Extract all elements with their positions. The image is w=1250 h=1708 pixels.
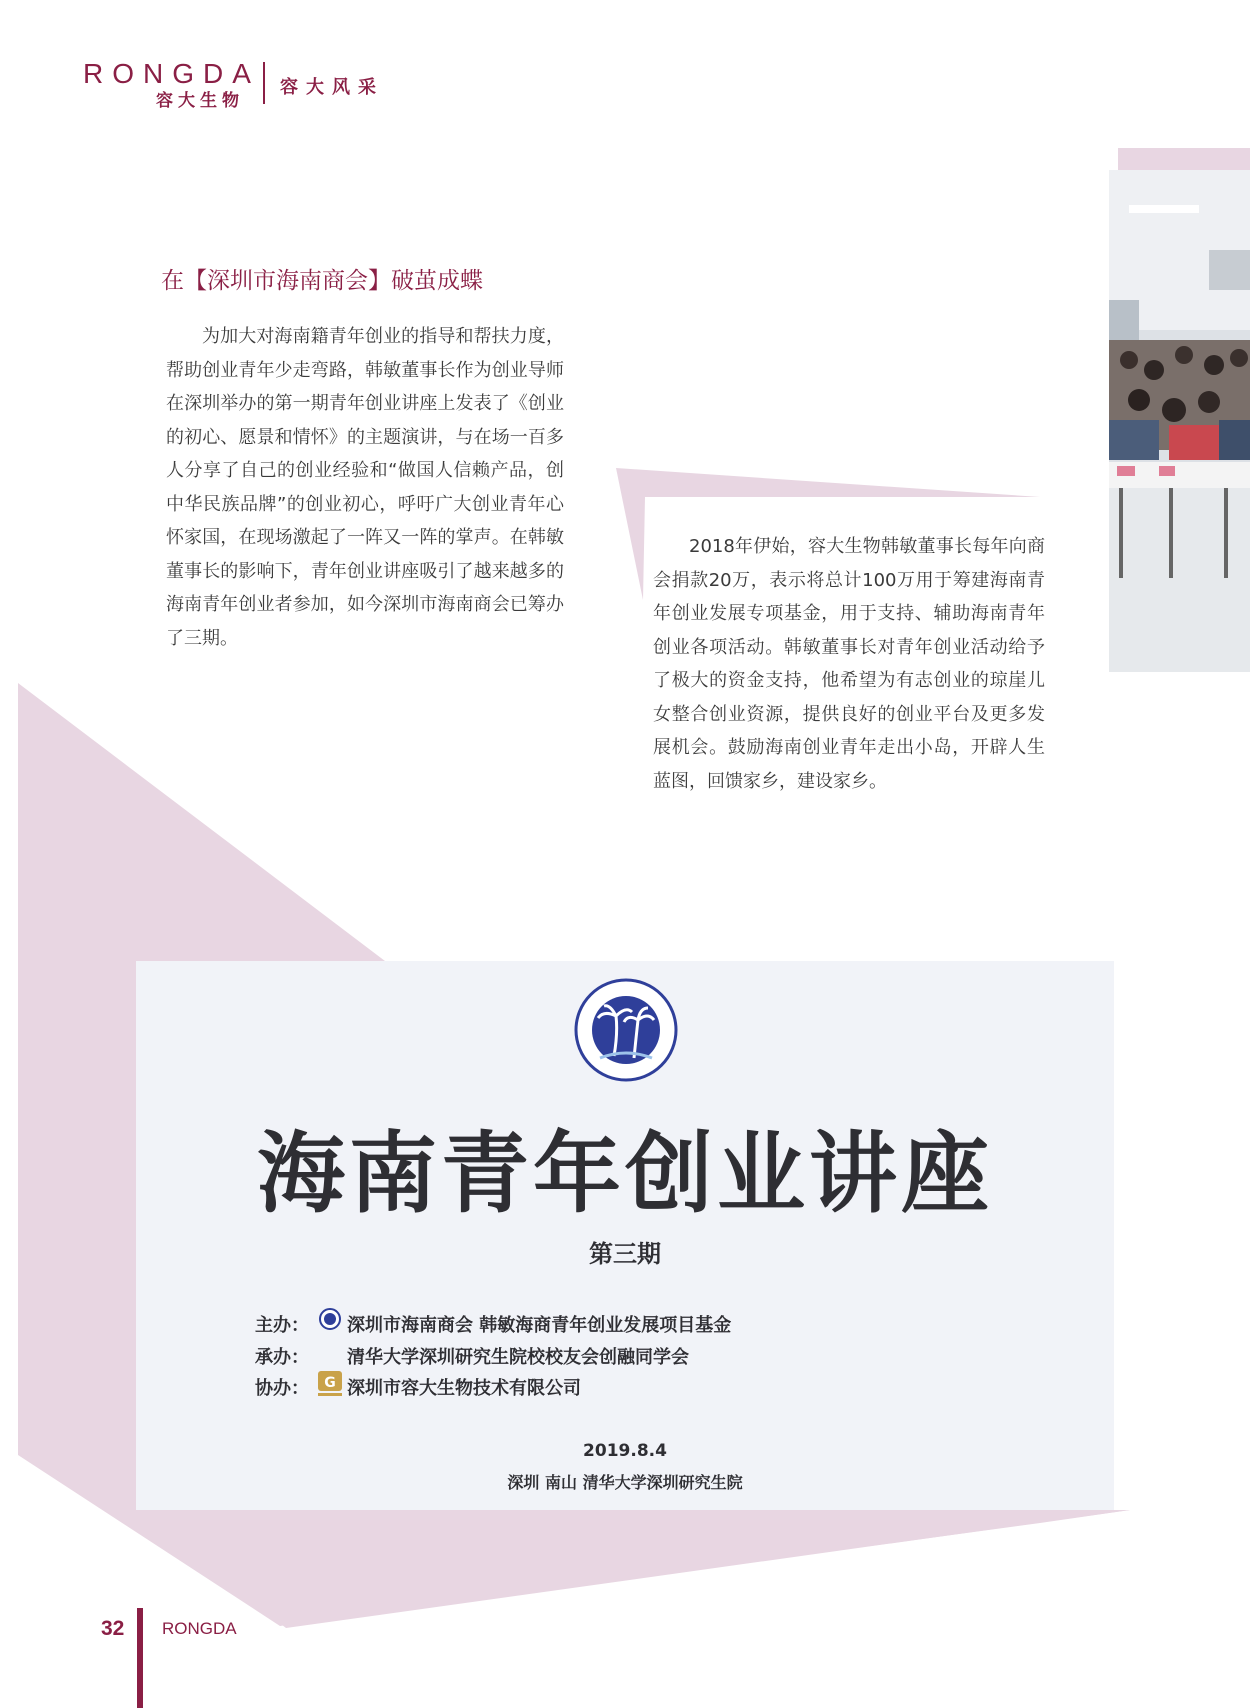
event-photo	[1109, 170, 1250, 672]
credit-label: 主办：	[255, 1315, 309, 1336]
pink-bottom-wedge	[136, 1510, 1130, 1628]
poster-title: 海南青年创业讲座	[256, 1122, 993, 1225]
article-paragraph-1: 为加大对海南籍青年创业的指导和帮扶力度，帮助创业青年少走弯路，韩敏董事长作为创业导师在深圳举办的第一期青年创业讲座上发表了《创业的初心、愿景和情怀》的主题演讲，与在场一百多人分享了自己的创业经验和“做国人信赖产品，创中华民族品牌”的创业初心，呼吁广大创业青年心怀家国，在现场激起了一阵又一阵的掌声。在韩敏董事长的影响下，青年创业讲座吸引了越来越多的海南青年创业者参加，如今深圳市海南商会已筹办了三期。	[166, 326, 564, 649]
poster-subtitle: 第三期	[589, 1240, 661, 1268]
section-title: 容大风采	[280, 77, 384, 98]
chamber-of-commerce-logo	[574, 978, 678, 1082]
credit-row-host	[255, 1311, 732, 1337]
credit-label: 承办：	[255, 1347, 309, 1368]
poster-venue: 深圳 南山 清华大学深圳研究生院	[507, 1473, 743, 1492]
svg-text:G: G	[324, 1375, 336, 1391]
article-paragraph-2: 2018年伊始，容大生物韩敏董事长每年向商会捐款20万，表示将总计100万用于筹建海南青年创业发展专项基金，用于支持、辅助海南青年创业各项活动。韩敏董事长对青年创业活动给予了极大的资金支持，他希望为有志创业的琼崖儿女整合创业资源，提供良好的创业平台及更多发展机会。鼓励海南创业青年走出小岛，开辟人生蓝图，回馈家乡，建设家乡。	[653, 536, 1045, 792]
credit-text: 深圳市容大生物技术有限公司	[347, 1378, 581, 1399]
header-divider	[263, 62, 265, 104]
article-subheading: 在【深圳市海南商会】破茧成蝶	[161, 268, 483, 294]
event-poster	[136, 961, 1114, 1510]
credit-row-co-organizer	[255, 1374, 581, 1400]
credit-row-organizer	[255, 1343, 689, 1369]
page-number: 32	[101, 1617, 125, 1640]
credit-text: 清华大学深圳研究生院校校友会创融同学会	[347, 1347, 689, 1368]
audience-photo-illustration	[1109, 170, 1250, 672]
credit-text: 深圳市海南商会 韩敏海商青年创业发展项目基金	[347, 1315, 732, 1336]
brand-name-en: RONGDA	[83, 58, 260, 89]
credit-label: 协办：	[255, 1378, 309, 1399]
footer-brand: RONGDA	[162, 1619, 237, 1638]
pink-corner-top-right	[1118, 148, 1250, 170]
footer-accent-bar	[137, 1608, 143, 1708]
host-logo-icon	[319, 1308, 341, 1330]
poster-date: 2019.8.4	[583, 1441, 667, 1461]
brand-name-cn: 容大生物	[156, 91, 244, 111]
rongda-logo-icon	[317, 1370, 343, 1398]
